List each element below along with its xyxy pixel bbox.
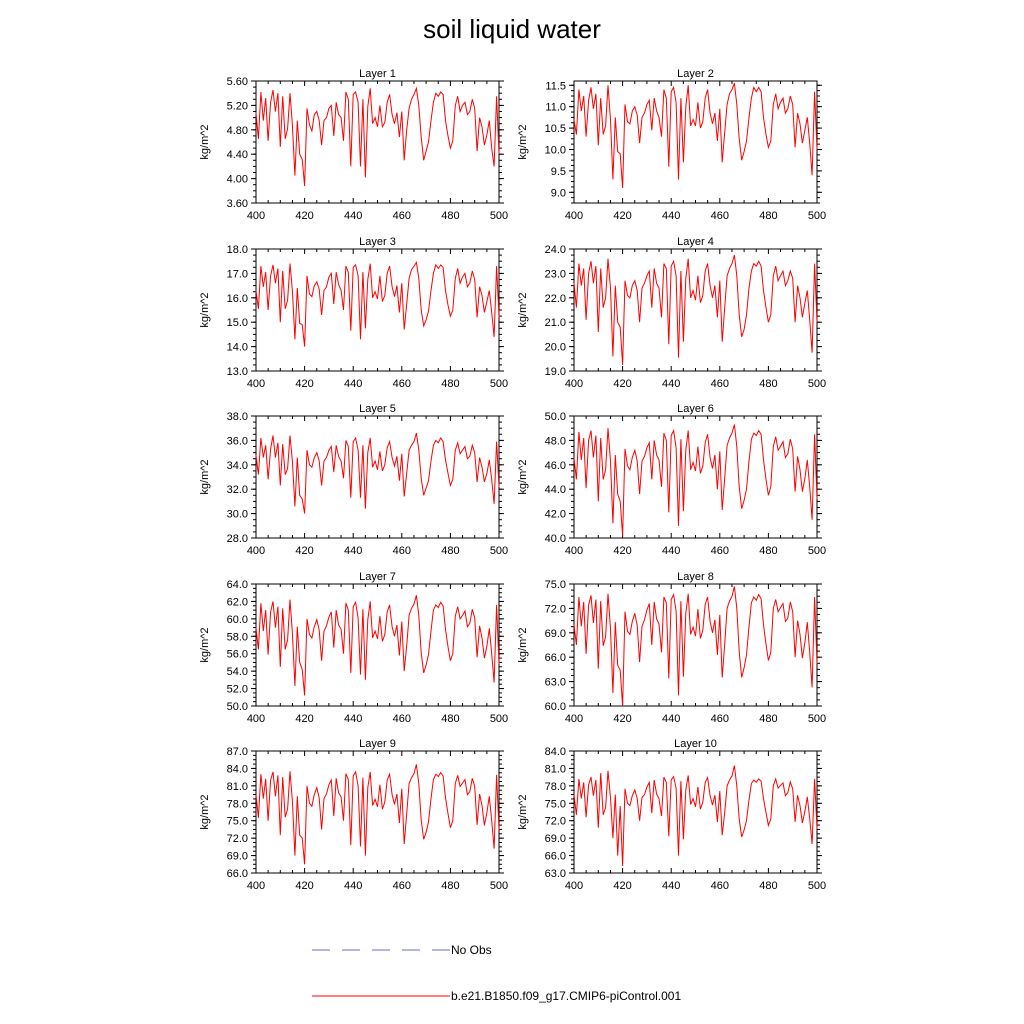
y-tick-label: 36.0 — [226, 435, 248, 448]
x-tick-label: 420 — [295, 378, 314, 390]
y-tick-label: 4.40 — [226, 149, 248, 162]
plot-frame — [574, 249, 817, 371]
y-tick-label: 60.0 — [544, 701, 566, 713]
y-tick-label: 84.0 — [226, 763, 248, 776]
y-tick-label: 62.0 — [226, 596, 248, 609]
x-tick-label: 400 — [564, 880, 584, 892]
y-axis-label: kg/m^2 — [517, 459, 529, 495]
x-tick-label: 460 — [392, 210, 411, 222]
x-tick-label: 440 — [344, 378, 363, 390]
x-tick-label: 500 — [489, 378, 509, 390]
x-tick-label: 440 — [344, 880, 363, 892]
y-tick-label: 63.0 — [544, 676, 566, 689]
x-tick-label: 480 — [759, 713, 778, 725]
x-tick-label: 480 — [441, 378, 460, 390]
x-tick-label: 400 — [564, 713, 584, 725]
x-tick-label: 500 — [807, 378, 827, 390]
panel-title: Layer 5 — [359, 403, 396, 415]
y-tick-label: 72.0 — [226, 833, 248, 846]
series-line — [574, 425, 817, 536]
y-tick-label: 4.00 — [226, 173, 248, 186]
layer-panel — [199, 571, 508, 725]
y-tick-label: 32.0 — [226, 484, 248, 497]
layer-panel — [517, 236, 826, 390]
panel-title: Layer 8 — [677, 571, 714, 583]
y-tick-label: 75.0 — [544, 579, 566, 591]
y-tick-label: 10.5 — [544, 123, 566, 136]
x-tick-label: 440 — [344, 545, 363, 557]
layer-panel — [517, 403, 826, 557]
x-tick-label: 420 — [613, 545, 632, 557]
panel-title: Layer 2 — [677, 68, 714, 80]
y-tick-label: 87.0 — [226, 746, 248, 758]
plot-frame — [256, 584, 499, 706]
x-tick-label: 420 — [295, 210, 314, 222]
y-axis-label: kg/m^2 — [199, 794, 211, 830]
x-tick-label: 400 — [246, 880, 266, 892]
y-tick-label: 23.0 — [544, 268, 566, 281]
y-tick-label: 16.0 — [226, 292, 248, 305]
y-tick-label: 19.0 — [544, 366, 566, 378]
y-tick-label: 3.60 — [226, 198, 248, 210]
y-tick-label: 5.20 — [226, 100, 248, 113]
legend-model-line — [312, 989, 450, 1003]
y-tick-label: 56.0 — [226, 648, 248, 661]
x-tick-label: 480 — [441, 210, 460, 222]
layer-panel — [199, 403, 508, 557]
y-axis-label: kg/m^2 — [517, 627, 529, 663]
x-tick-label: 480 — [759, 210, 778, 222]
y-tick-label: 69.0 — [226, 850, 248, 863]
layer-panel — [199, 68, 508, 222]
series-line — [574, 255, 817, 365]
y-tick-label: 11.0 — [545, 101, 566, 114]
y-tick-label: 69.0 — [544, 627, 566, 640]
x-tick-label: 480 — [441, 880, 460, 892]
panel-title: Layer 9 — [359, 738, 396, 750]
plot-frame — [574, 584, 817, 706]
legend-no-obs-label: No Obs — [451, 943, 492, 957]
x-tick-label: 500 — [807, 880, 827, 892]
x-tick-label: 460 — [392, 713, 411, 725]
y-tick-label: 66.0 — [544, 652, 566, 665]
y-tick-label: 81.0 — [544, 763, 566, 776]
y-tick-label: 24.0 — [544, 244, 566, 256]
series-line — [574, 83, 817, 188]
x-tick-label: 500 — [807, 210, 827, 222]
plot-frame — [574, 416, 817, 538]
y-tick-label: 9.5 — [550, 165, 566, 178]
y-tick-label: 22.0 — [544, 292, 566, 305]
series-line — [256, 764, 499, 864]
x-tick-label: 460 — [392, 545, 411, 557]
y-tick-label: 78.0 — [544, 780, 566, 793]
x-tick-label: 440 — [662, 210, 681, 222]
y-axis-label: kg/m^2 — [517, 794, 529, 830]
y-tick-label: 75.0 — [226, 815, 248, 828]
x-tick-label: 460 — [710, 545, 729, 557]
layer-panel — [517, 571, 826, 725]
x-tick-label: 400 — [246, 545, 266, 557]
y-tick-label: 72.0 — [544, 815, 566, 828]
x-tick-label: 420 — [295, 880, 314, 892]
layer-panel — [517, 68, 826, 222]
x-tick-label: 400 — [564, 210, 584, 222]
y-tick-label: 60.0 — [226, 613, 248, 626]
x-tick-label: 400 — [246, 210, 266, 222]
series-line — [256, 262, 499, 346]
y-tick-label: 14.0 — [226, 341, 248, 354]
y-tick-label: 30.0 — [226, 508, 248, 521]
y-tick-label: 72.0 — [544, 603, 566, 616]
y-axis-label: kg/m^2 — [199, 459, 211, 495]
x-tick-label: 460 — [710, 210, 729, 222]
x-tick-label: 400 — [246, 713, 266, 725]
y-tick-label: 44.0 — [544, 484, 566, 497]
x-tick-label: 480 — [759, 545, 778, 557]
y-tick-label: 40.0 — [544, 533, 566, 545]
y-tick-label: 66.0 — [544, 850, 566, 863]
legend-model-label: b.e21.B1850.f09_g17.CMIP6-piControl.001 — [451, 989, 682, 1003]
panel-title: Layer 3 — [359, 236, 396, 248]
y-tick-label: 69.0 — [544, 833, 566, 846]
x-tick-label: 440 — [662, 880, 681, 892]
y-tick-label: 78.0 — [226, 798, 248, 811]
y-axis-label: kg/m^2 — [517, 124, 529, 160]
series-line — [574, 586, 817, 706]
y-tick-label: 9.0 — [550, 187, 566, 200]
panel-title: Layer 10 — [674, 738, 717, 750]
y-tick-label: 13.0 — [226, 366, 248, 378]
y-tick-label: 54.0 — [226, 666, 248, 679]
panel-title: Layer 7 — [359, 571, 396, 583]
y-tick-label: 11.5 — [545, 80, 566, 93]
y-tick-label: 81.0 — [226, 780, 248, 793]
x-tick-label: 440 — [662, 545, 681, 557]
x-tick-label: 500 — [807, 545, 827, 557]
x-tick-label: 420 — [295, 545, 314, 557]
y-tick-label: 66.0 — [226, 868, 248, 880]
plot-frame — [256, 249, 499, 371]
y-tick-label: 63.0 — [544, 868, 566, 880]
x-tick-label: 460 — [710, 713, 729, 725]
x-tick-label: 440 — [662, 378, 681, 390]
x-tick-label: 400 — [564, 545, 584, 557]
y-axis-label: kg/m^2 — [199, 124, 211, 160]
x-tick-label: 480 — [441, 713, 460, 725]
y-tick-label: 64.0 — [226, 579, 248, 591]
y-tick-label: 75.0 — [544, 798, 566, 811]
y-tick-label: 52.0 — [226, 683, 248, 696]
series-line — [574, 766, 817, 867]
page-title: soil liquid water — [423, 14, 601, 44]
x-tick-label: 420 — [613, 210, 632, 222]
x-tick-label: 420 — [613, 378, 632, 390]
y-tick-label: 20.0 — [544, 341, 566, 354]
legend-no-obs-line — [312, 943, 450, 957]
x-tick-label: 420 — [613, 713, 632, 725]
y-tick-label: 15.0 — [226, 317, 248, 330]
panel-title: Layer 6 — [677, 403, 714, 415]
y-tick-label: 38.0 — [226, 411, 248, 423]
x-tick-label: 440 — [344, 210, 363, 222]
x-tick-label: 480 — [759, 378, 778, 390]
layer-panel — [517, 738, 826, 892]
x-tick-label: 500 — [489, 880, 509, 892]
y-tick-label: 17.0 — [226, 268, 248, 281]
plot-frame — [574, 751, 817, 873]
y-tick-label: 28.0 — [226, 533, 248, 545]
y-tick-label: 46.0 — [544, 459, 566, 472]
y-tick-label: 4.80 — [226, 124, 248, 137]
x-tick-label: 500 — [807, 713, 827, 725]
x-tick-label: 460 — [392, 378, 411, 390]
x-tick-label: 420 — [295, 713, 314, 725]
x-tick-label: 420 — [613, 880, 632, 892]
x-tick-label: 500 — [489, 210, 509, 222]
x-tick-label: 460 — [710, 880, 729, 892]
x-tick-label: 480 — [441, 545, 460, 557]
y-axis-label: kg/m^2 — [199, 627, 211, 663]
panel-title: Layer 1 — [359, 68, 396, 80]
x-tick-label: 500 — [489, 545, 509, 557]
y-tick-label: 50.0 — [544, 411, 566, 423]
y-tick-label: 48.0 — [544, 435, 566, 448]
y-tick-label: 10.0 — [544, 144, 566, 157]
y-tick-label: 42.0 — [544, 508, 566, 521]
plot-frame — [256, 81, 499, 203]
x-tick-label: 460 — [392, 880, 411, 892]
y-tick-label: 18.0 — [226, 244, 248, 256]
x-tick-label: 460 — [710, 378, 729, 390]
y-axis-label: kg/m^2 — [517, 292, 529, 328]
y-tick-label: 84.0 — [544, 746, 566, 758]
plot-frame — [574, 81, 817, 203]
x-tick-label: 400 — [246, 378, 266, 390]
y-tick-label: 34.0 — [226, 459, 248, 472]
x-tick-label: 500 — [489, 713, 509, 725]
panel-title: Layer 4 — [677, 236, 714, 248]
series-line — [256, 88, 499, 186]
y-axis-label: kg/m^2 — [199, 292, 211, 328]
series-line — [256, 595, 499, 695]
y-tick-label: 58.0 — [226, 631, 248, 644]
layer-panel — [199, 236, 508, 390]
x-tick-label: 480 — [759, 880, 778, 892]
x-tick-label: 440 — [662, 713, 681, 725]
y-tick-label: 50.0 — [226, 701, 248, 713]
plot-frame — [256, 416, 499, 538]
x-tick-label: 400 — [564, 378, 584, 390]
x-tick-label: 440 — [344, 713, 363, 725]
layer-panel — [199, 738, 508, 892]
series-line — [256, 433, 499, 513]
y-tick-label: 21.0 — [544, 317, 566, 330]
y-tick-label: 5.60 — [226, 76, 248, 88]
